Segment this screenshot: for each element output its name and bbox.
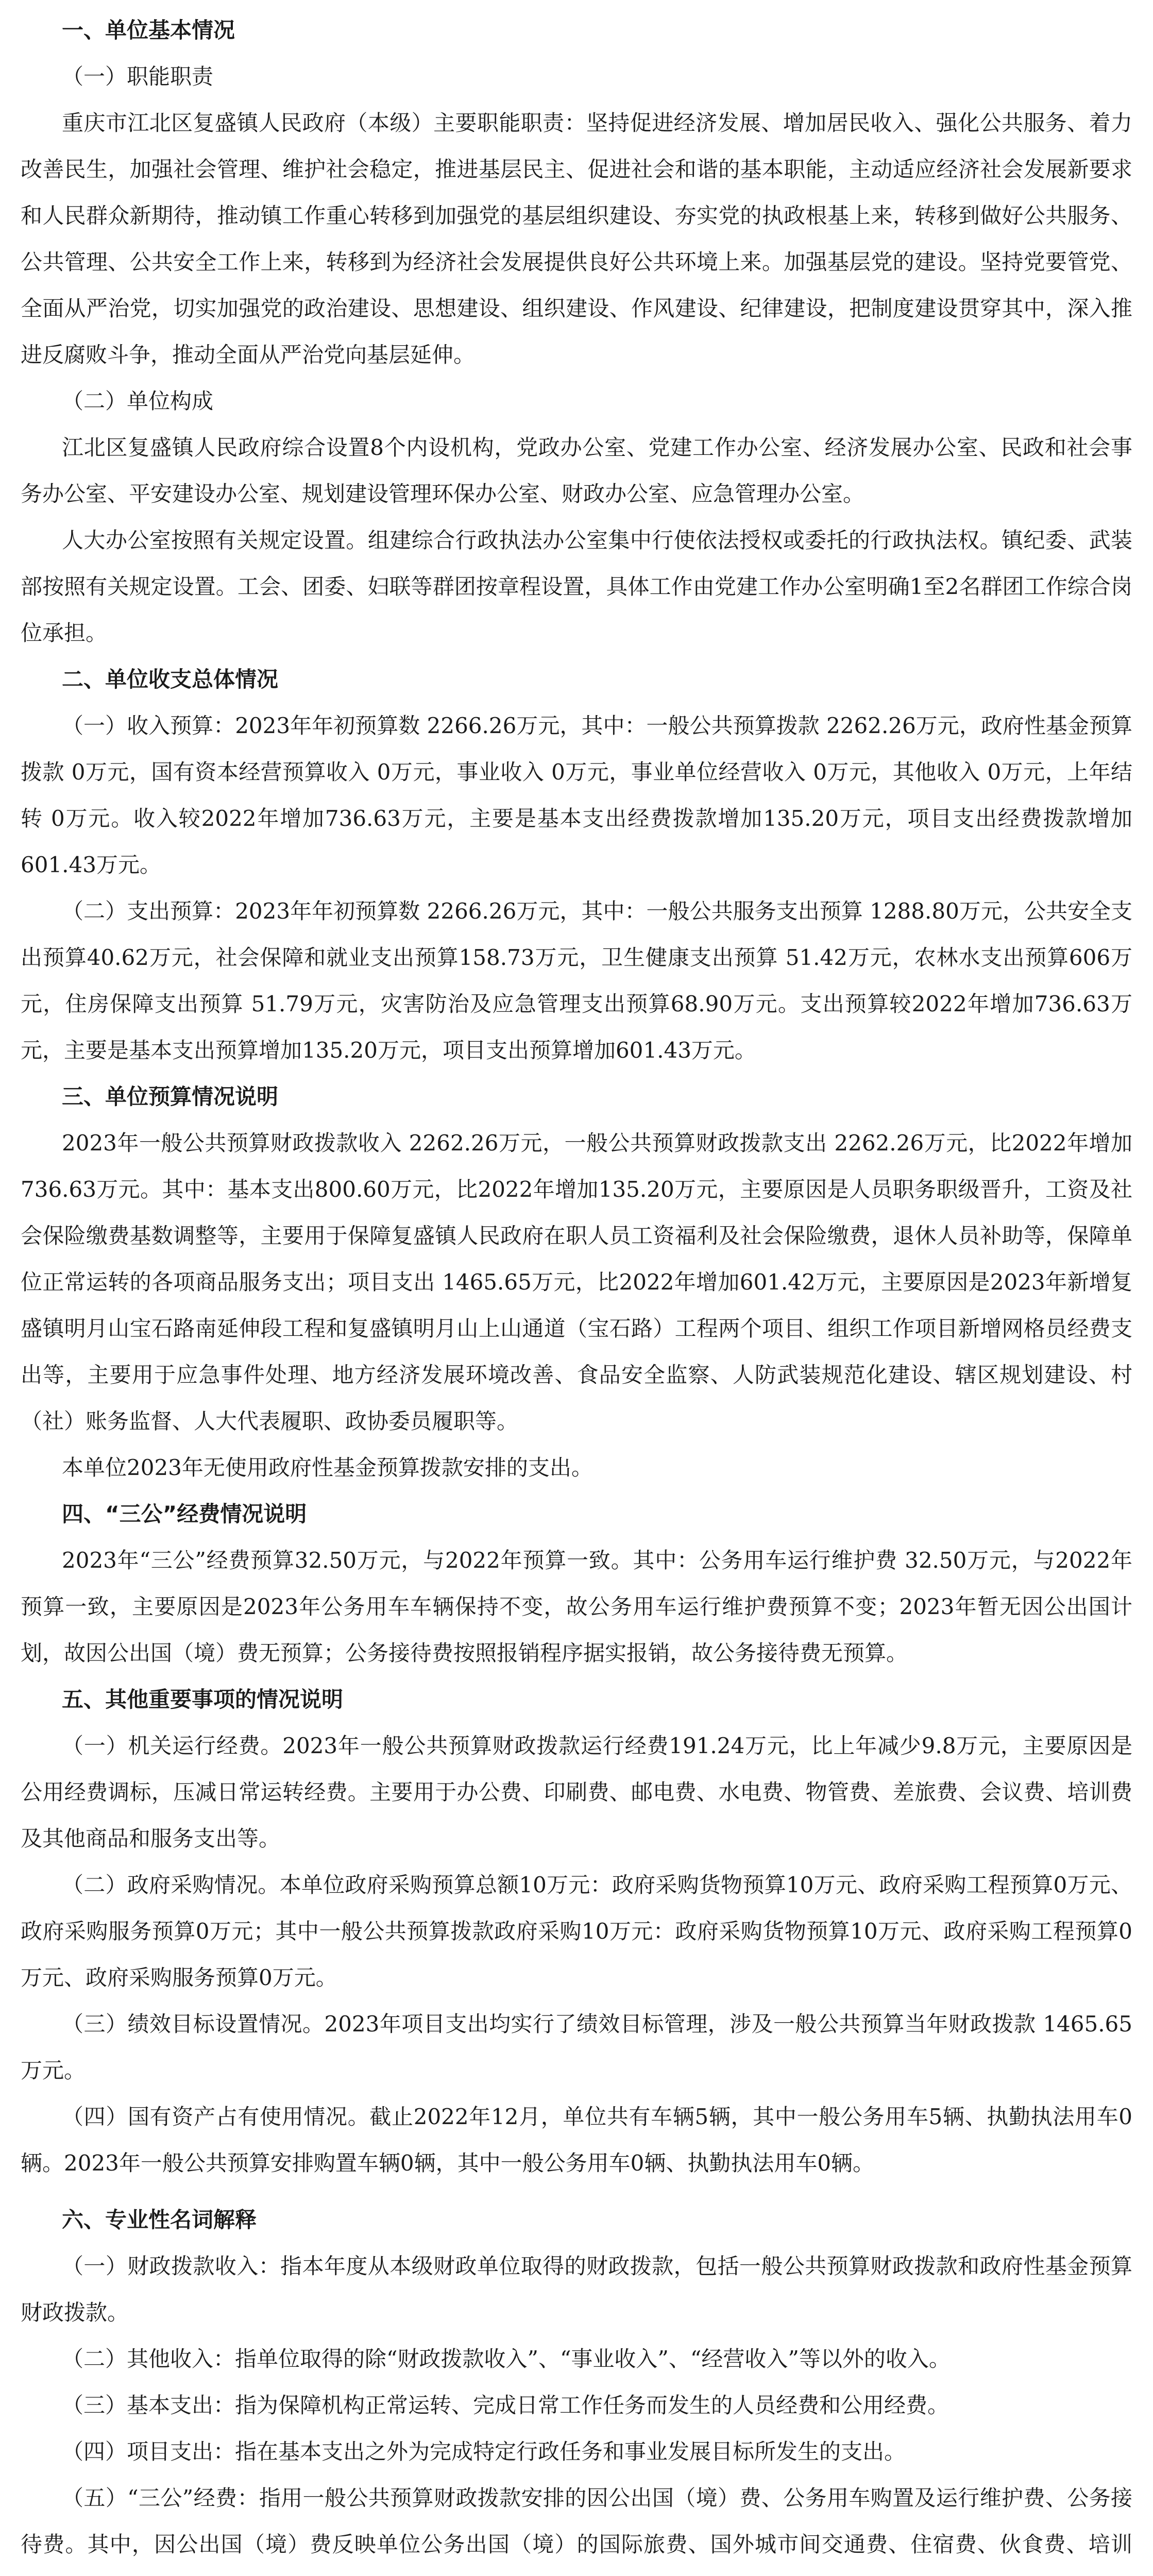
section-5-para-4: （四）国有资产占有使用情况。截止2022年12月，单位共有车辆5辆，其中一般公务用车5辆、执勤执法用车0辆。2023年一般公共预算安排购置车辆0辆，其中一般公务用车0辆、执勤执法用车0辆。 <box>21 2104 1132 2176</box>
section-1-title: 一、单位基本情况 <box>62 18 235 43</box>
section-2-para-1: （一）收入预算：2023年年初预算数 2266.26万元，其中：一般公共预算拨款 2262.26万元，政府性基金预算拨款 0万元，国有资本经营预算收入 0万元，事业收入 0万元，事业单位经营收入 0万元，其他收入 0万元，上年结转 0万元。收入较2022年增加736.63万元，主要是基本支出经费拨款增加135.20万元，项目支出经费拨款增加601.43万元。 <box>21 713 1132 877</box>
section-5-para-3: （三）绩效目标设置情况。2023年项目支出均实行了绩效目标管理，涉及一般公共预算当年财政拨款 1465.65万元。 <box>21 2011 1132 2083</box>
section-3-para-2: 本单位2023年无使用政府性基金预算拨款安排的支出。 <box>62 1455 593 1480</box>
section-6-para-3: （三）基本支出：指为保障机构正常运转、完成日常工作任务而发生的人员经费和公用经费。 <box>62 2393 949 2418</box>
section-1-para-1: 重庆市江北区复盛镇人民政府（本级）主要职能职责：坚持促进经济发展、增加居民收入、强化公共服务、着力改善民生，加强社会管理、维护社会稳定，推进基层民主、促进社会和谐的基本职能，主动适应经济社会发展新要求和人民群众新期待，推动镇工作重心转移到加强党的基层组织建设、夯实党的执政根基上来，转移到做好公共服务、公共管理、公共安全工作上来，转移到为经济社会发展提供良好公共环境上来。加强基层党的建设。坚持党要管党、全面从严治党，切实加强党的政治建设、思想建设、组织建设、作风建设、纪律建设，把制度建设贯穿其中，深入推进反腐败斗争，推动全面从严治党向基层延伸。 <box>21 110 1132 367</box>
section-1-sub-1: （一）职能职责 <box>62 64 214 89</box>
section-4-para-1: 2023年“三公”经费预算32.50万元，与2022年预算一致。其中：公务用车运行维护费 32.50万元，与2022年预算一致，主要原因是2023年公务用车车辆保持不变，故公务用车运行维护费预算不变；2023年暂无因公出国计划，故因公出国（境）费无预算；公务接待费按照报销程序据实报销，故公务接待费无预算。 <box>21 1548 1132 1666</box>
section-3-para-1: 2023年一般公共预算财政拨款收入 2262.26万元，一般公共预算财政拨款支出 2262.26万元，比2022年增加736.63万元。其中：基本支出800.60万元，比2022年增加135.20万元，主要原因是人员职务职级晋升，工资及社会保险缴费基数调整等，主要用于保障复盛镇人民政府在职人员工资福利及社会保险缴费，退休人员补助等，保障单位正常运转的各项商品服务支出；项目支出 1465.65万元，比2022年增加601.42万元，主要原因是2023年新增复盛镇明月山宝石路南延伸段工程和复盛镇明月山上山通道（宝石路）工程两个项目、组织工作项目新增网格员经费支出等，主要用于应急事件处理、地方经济发展环境改善、食品安全监察、人防武装规范化建设、辖区规划建设、村（社）账务监督、人大代表履职、政协委员履职等。 <box>21 1130 1132 1434</box>
section-1-para-3: 人大办公室按照有关规定设置。组建综合行政执法办公室集中行使依法授权或委托的行政执法权。镇纪委、武装部按照有关规定设置。工会、团委、妇联等群团按章程设置，具体工作由党建工作办公室明确1至2名群团工作综合岗位承担。 <box>21 528 1132 646</box>
section-5-title: 五、其他重要事项的情况说明 <box>62 1687 344 1712</box>
section-6-para-4: （四）项目支出：指在基本支出之外为完成特定行政任务和事业发展目标所发生的支出。 <box>62 2439 906 2464</box>
section-2-title: 二、单位收支总体情况 <box>62 667 279 692</box>
section-1-sub-2: （二）单位构成 <box>62 388 214 414</box>
section-5-para-2: （二）政府采购情况。本单位政府采购预算总额10万元：政府采购货物预算10万元、政府采购工程预算0万元、政府采购服务预算0万元；其中一般公共预算拨款政府采购10万元：政府采购货物预算10万元、政府采购工程预算0万元、政府采购服务预算0万元。 <box>21 1872 1132 1990</box>
section-5-para-1: （一）机关运行经费。2023年一般公共预算财政拨款运行经费191.24万元，比上年减少9.8万元，主要原因是公用经费调标，压减日常运转经费。主要用于办公费、印刷费、邮电费、水电费、物管费、差旅费、会议费、培训费及其他商品和服务支出等。 <box>21 1733 1132 1851</box>
section-4-title: 四、“三公”经费情况说明 <box>62 1501 307 1527</box>
section-6-para-5: （五）“三公”经费：指用一般公共预算财政拨款安排的因公出国（境）费、公务用车购置及运行维护费、公务接待费。其中，因公出国（境）费反映单位公务出国（境）的国际旅费、国外城市间交通费、住宿费、伙食费、培训 <box>21 2485 1132 2557</box>
section-6-title: 六、专业性名词解释 <box>62 2207 257 2232</box>
section-2-para-2: （二）支出预算：2023年年初预算数 2266.26万元，其中：一般公共服务支出预算 1288.80万元，公共安全支出预算40.62万元，社会保障和就业支出预算158.73万元，卫生健康支出预算 51.42万元，农林水支出预算606万元，住房保障支出预算 51.79万元，灾害防治及应急管理支出预算68.90万元。支出预算较2022年增加736.63万元，主要是基本支出预算增加135.20万元，项目支出预算增加601.43万元。 <box>21 899 1132 1063</box>
section-6-para-2: （二）其他收入：指单位取得的除“财政拨款收入”、“事业收入”、“经营收入”等以外的收入。 <box>62 2346 951 2371</box>
section-1-para-2: 江北区复盛镇人民政府综合设置8个内设机构，党政办公室、党建工作办公室、经济发展办公室、民政和社会事务办公室、平安建设办公室、规划建设管理环保办公室、财政办公室、应急管理办公室。 <box>21 435 1132 506</box>
section-3-title: 三、单位预算情况说明 <box>62 1084 279 1109</box>
section-6-para-1: （一）财政拨款收入：指本年度从本级财政单位取得的财政拨款，包括一般公共预算财政拨款和政府性基金预算财政拨款。 <box>21 2253 1132 2325</box>
